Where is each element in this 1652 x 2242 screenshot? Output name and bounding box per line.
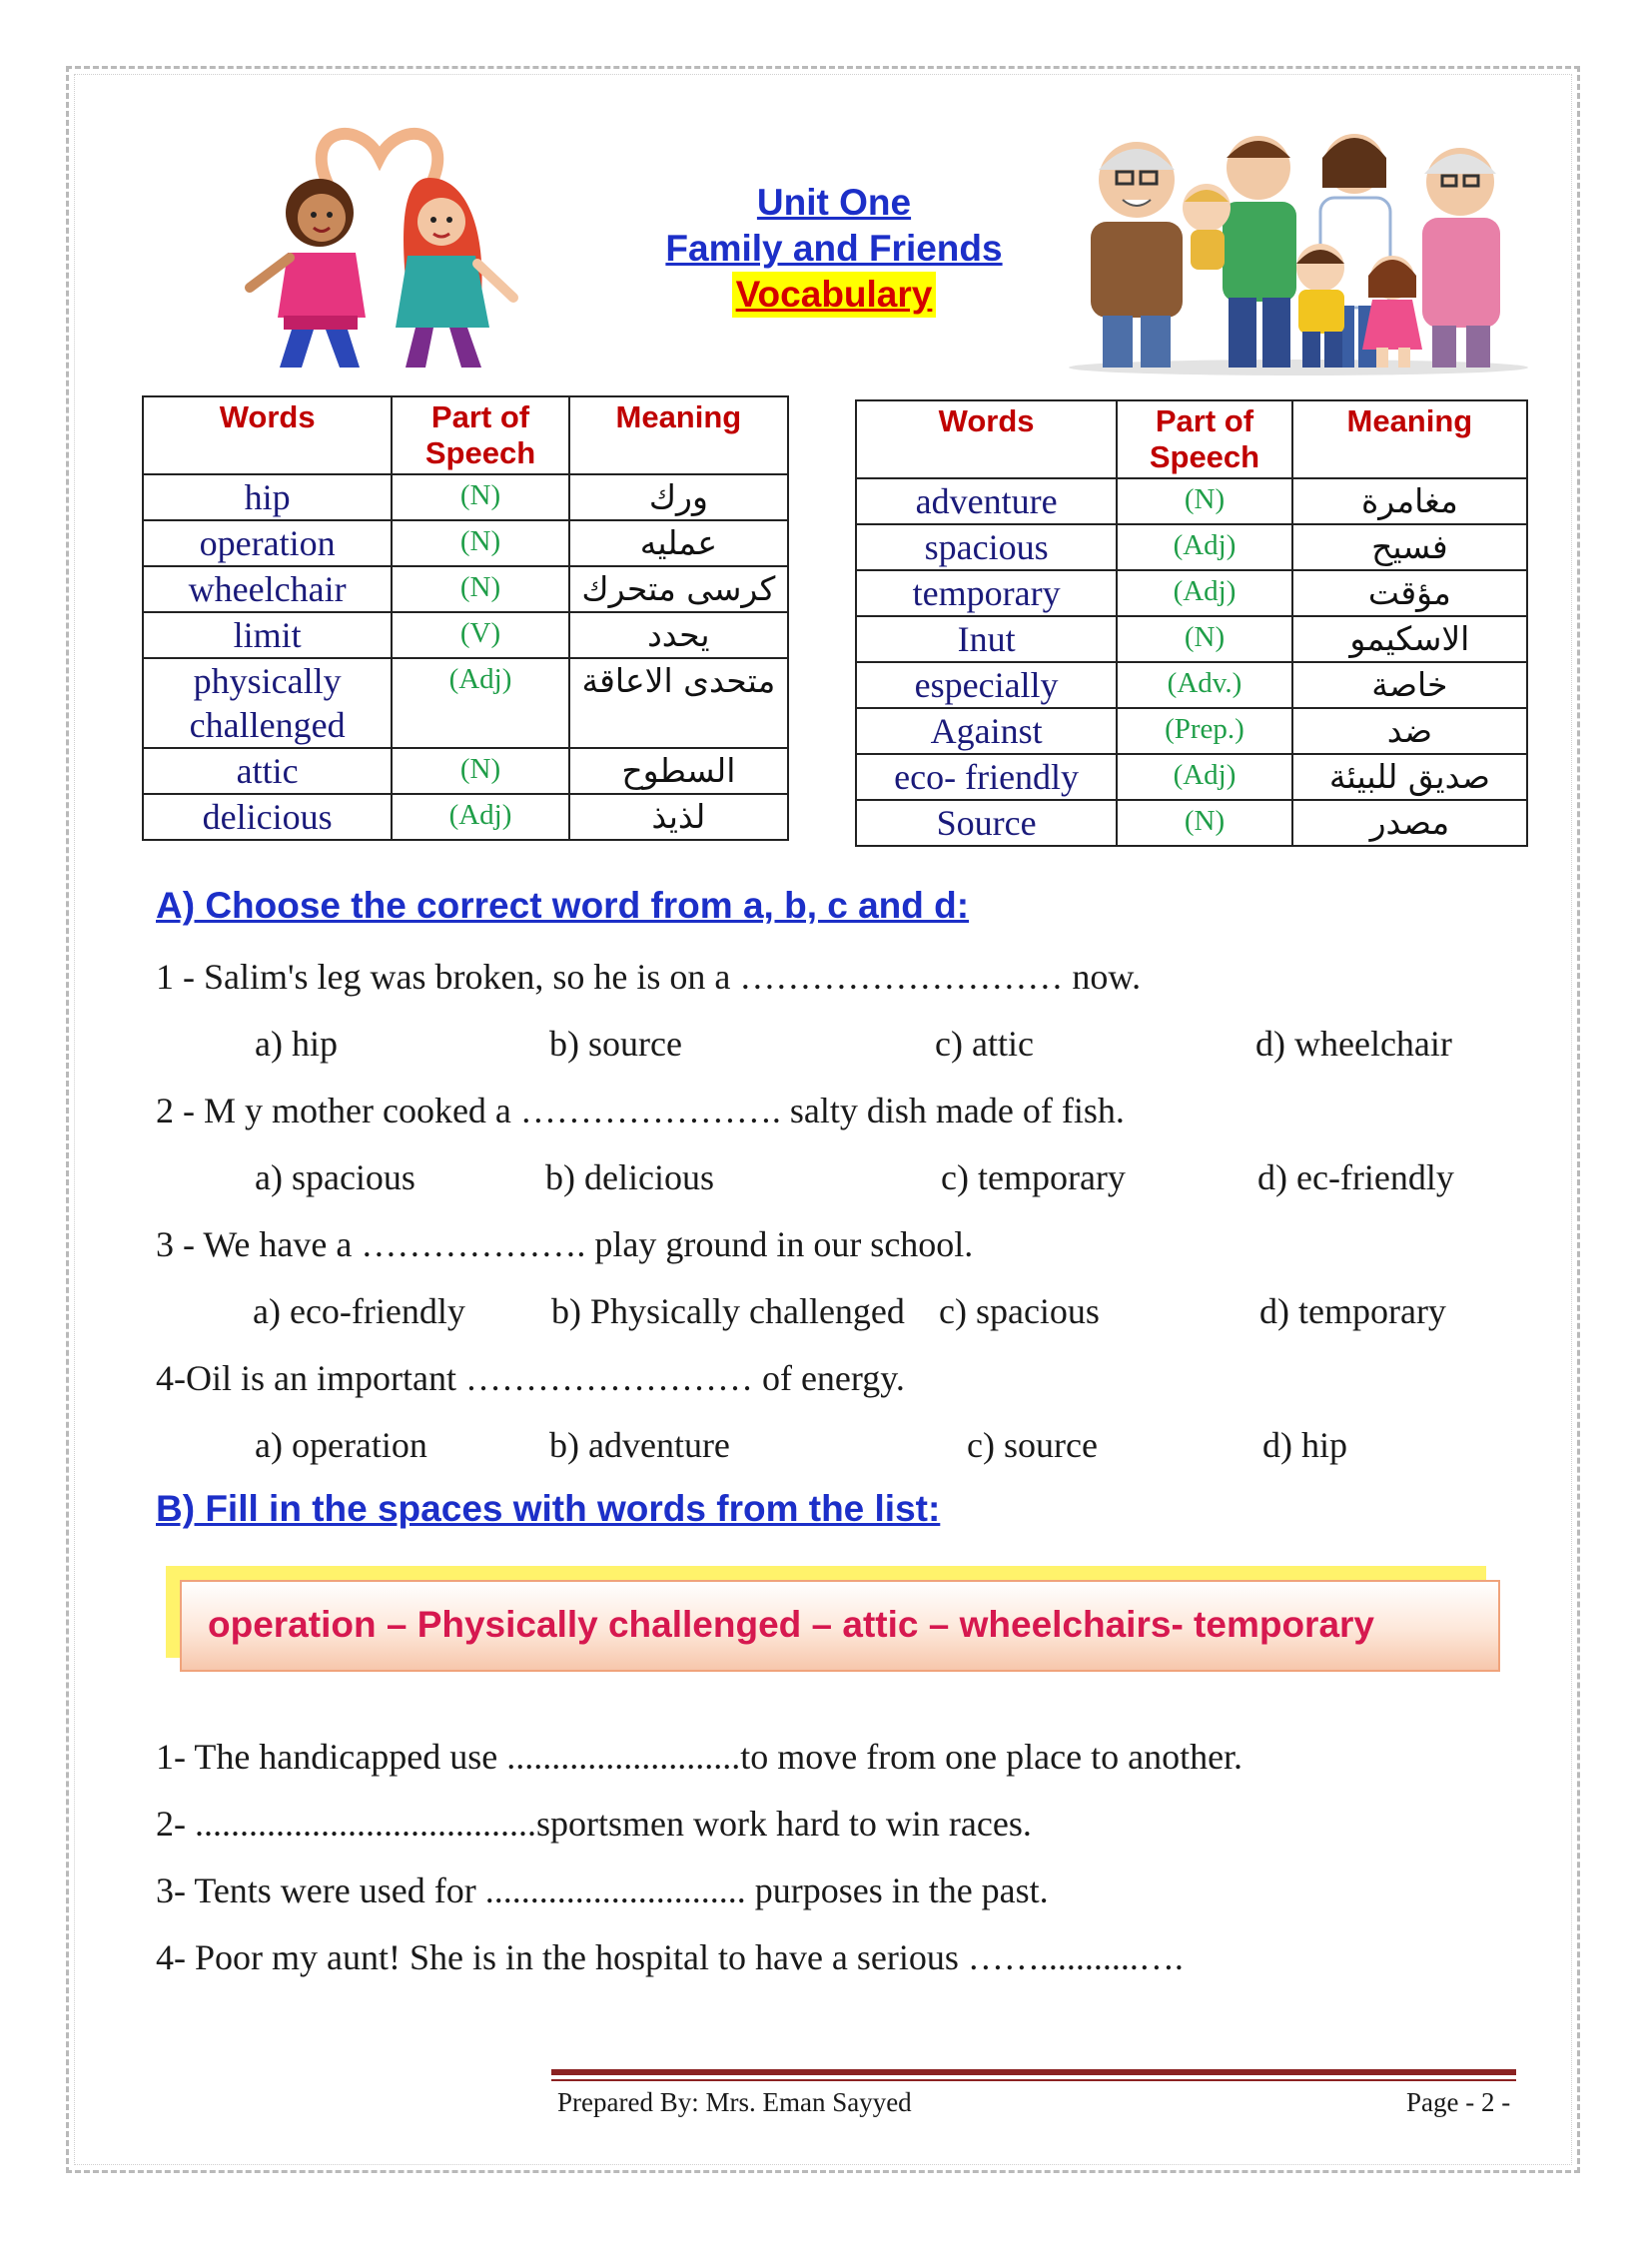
q2-option-b[interactable]: b) delicious xyxy=(545,1157,714,1197)
header-title xyxy=(559,180,1109,318)
q1-option-d[interactable]: d) wheelchair xyxy=(1255,1024,1452,1064)
q4-option-a[interactable]: a) operation xyxy=(255,1425,427,1465)
pos-cell: (N) xyxy=(1117,616,1292,662)
section-b-heading: B) Fill in the spaces with words from the list: xyxy=(156,1488,941,1529)
word-cell: spacious xyxy=(856,524,1117,570)
section-title: Vocabulary xyxy=(732,272,937,318)
header-meaning: Meaning xyxy=(1292,400,1527,478)
word-list-box xyxy=(180,1580,1500,1672)
q2-option-c[interactable]: c) temporary xyxy=(941,1157,1126,1197)
word-list: operation – Physically challenged – attic – wheelchairs- temporary xyxy=(208,1604,1374,1645)
table-row xyxy=(856,524,1527,570)
meaning-cell: ورك xyxy=(569,474,788,520)
meaning-cell: يحدد xyxy=(569,612,788,658)
table-row xyxy=(856,478,1527,524)
header-meaning: Meaning xyxy=(569,396,788,474)
table-row xyxy=(856,570,1527,616)
vocab-table-right xyxy=(855,399,1528,847)
meaning-cell: مغامرة xyxy=(1292,478,1527,524)
table-row xyxy=(856,662,1527,708)
pos-cell: (N) xyxy=(1117,800,1292,846)
word-cell: delicious xyxy=(143,794,392,840)
girls-heart-icon xyxy=(210,118,549,370)
pos-cell: (N) xyxy=(392,474,568,520)
pos-cell: (N) xyxy=(1117,478,1292,524)
meaning-cell: كرسى متحرك xyxy=(569,566,788,612)
pos-cell: (Adj) xyxy=(392,658,568,748)
q1-option-a[interactable]: a) hip xyxy=(255,1024,338,1064)
pos-cell: (Prep.) xyxy=(1117,708,1292,754)
q3-option-b[interactable]: b) Physically challenged xyxy=(551,1291,905,1331)
vocab-table-left xyxy=(142,395,789,841)
pos-cell: (N) xyxy=(392,748,568,794)
word-cell: operation xyxy=(143,520,392,566)
pos-cell: (Adj) xyxy=(1117,524,1292,570)
unit-title: Unit One xyxy=(756,182,912,223)
section-a-heading: A) Choose the correct word from a, b, c and d: xyxy=(156,885,970,926)
meaning-cell: الاسكيمو xyxy=(1292,616,1527,662)
word-cell: Inut xyxy=(856,616,1117,662)
footer-page-number: Page - 2 - xyxy=(1406,2087,1511,2117)
table-row xyxy=(856,708,1527,754)
footer-prepared-by: Prepared By: Mrs. Eman Sayyed xyxy=(557,2087,912,2117)
q4-option-d[interactable]: d) hip xyxy=(1262,1425,1347,1465)
footer-rule-thin xyxy=(551,2079,1516,2081)
word-cell: adventure xyxy=(856,478,1117,524)
fill-sentence-4: 4- Poor my aunt! She is in the hospital to have a serious ……...........…. xyxy=(156,1937,1184,1977)
pos-cell: (Adj) xyxy=(392,794,568,840)
question-3: 3 - We have a ………………. play ground in our school. xyxy=(156,1224,974,1264)
table-row xyxy=(143,748,788,794)
q4-option-b[interactable]: b) adventure xyxy=(549,1425,730,1465)
meaning-cell: صديق للبيئة xyxy=(1292,754,1527,800)
word-cell: Source xyxy=(856,800,1117,846)
table-row xyxy=(856,754,1527,800)
q3-option-c[interactable]: c) spacious xyxy=(939,1291,1100,1331)
q3-option-d[interactable]: d) temporary xyxy=(1259,1291,1446,1331)
meaning-cell: خاصة xyxy=(1292,662,1527,708)
word-cell: wheelchair xyxy=(143,566,392,612)
meaning-cell: ضد xyxy=(1292,708,1527,754)
table-row xyxy=(143,794,788,840)
q3-option-a[interactable]: a) eco-friendly xyxy=(253,1291,465,1331)
question-4: 4-Oil is an important …………………… of energy. xyxy=(156,1358,905,1398)
fill-sentence-2: 2- ......................................sportsmen work hard to win races. xyxy=(156,1804,1032,1844)
table-row xyxy=(143,566,788,612)
pos-cell: (Adv.) xyxy=(1117,662,1292,708)
word-cell: eco- friendly xyxy=(856,754,1117,800)
footer-rule-thick xyxy=(551,2069,1516,2075)
meaning-cell: مصدر xyxy=(1292,800,1527,846)
word-cell: especially xyxy=(856,662,1117,708)
word-cell: hip xyxy=(143,474,392,520)
q2-option-d[interactable]: d) ec-friendly xyxy=(1257,1157,1454,1197)
pos-cell: (Adj) xyxy=(1117,754,1292,800)
q4-option-c[interactable]: c) source xyxy=(967,1425,1098,1465)
family-group-icon xyxy=(1059,118,1528,377)
topic-title: Family and Friends xyxy=(665,228,1003,269)
header-words: Words xyxy=(143,396,392,474)
q2-option-a[interactable]: a) spacious xyxy=(255,1157,415,1197)
meaning-cell: مؤقت xyxy=(1292,570,1527,616)
table-row xyxy=(143,658,788,748)
meaning-cell: السطوح xyxy=(569,748,788,794)
q1-option-c[interactable]: c) attic xyxy=(935,1024,1034,1064)
question-1: 1 - Salim's leg was broken, so he is on a ……………………… now. xyxy=(156,957,1142,997)
table-row xyxy=(143,520,788,566)
pos-cell: (Adj) xyxy=(1117,570,1292,616)
word-cell: limit xyxy=(143,612,392,658)
word-cell: physically challenged xyxy=(143,658,392,748)
header-part-of-speech: Part of Speech xyxy=(1117,400,1292,478)
table-row xyxy=(143,612,788,658)
header-words: Words xyxy=(856,400,1117,478)
table-row xyxy=(856,800,1527,846)
pos-cell: (V) xyxy=(392,612,568,658)
question-2: 2 - M y mother cooked a …………………. salty dish made of fish. xyxy=(156,1091,1125,1130)
table-row xyxy=(143,474,788,520)
meaning-cell: عمليه xyxy=(569,520,788,566)
meaning-cell: متحدى الاعاقة xyxy=(569,658,788,748)
table-row xyxy=(856,616,1527,662)
meaning-cell: لذيذ xyxy=(569,794,788,840)
word-cell: temporary xyxy=(856,570,1117,616)
word-cell: Against xyxy=(856,708,1117,754)
header-part-of-speech: Part of Speech xyxy=(392,396,568,474)
pos-cell: (N) xyxy=(392,520,568,566)
table-header-row xyxy=(856,400,1527,478)
pos-cell: (N) xyxy=(392,566,568,612)
table-header-row xyxy=(143,396,788,474)
fill-sentence-3: 3- Tents were used for ............................. purposes in the past. xyxy=(156,1870,1049,1910)
q1-option-b[interactable]: b) source xyxy=(549,1024,682,1064)
fill-sentence-1: 1- The handicapped use ..........................to move from one place to another. xyxy=(156,1737,1243,1777)
word-cell: attic xyxy=(143,748,392,794)
meaning-cell: فسيح xyxy=(1292,524,1527,570)
